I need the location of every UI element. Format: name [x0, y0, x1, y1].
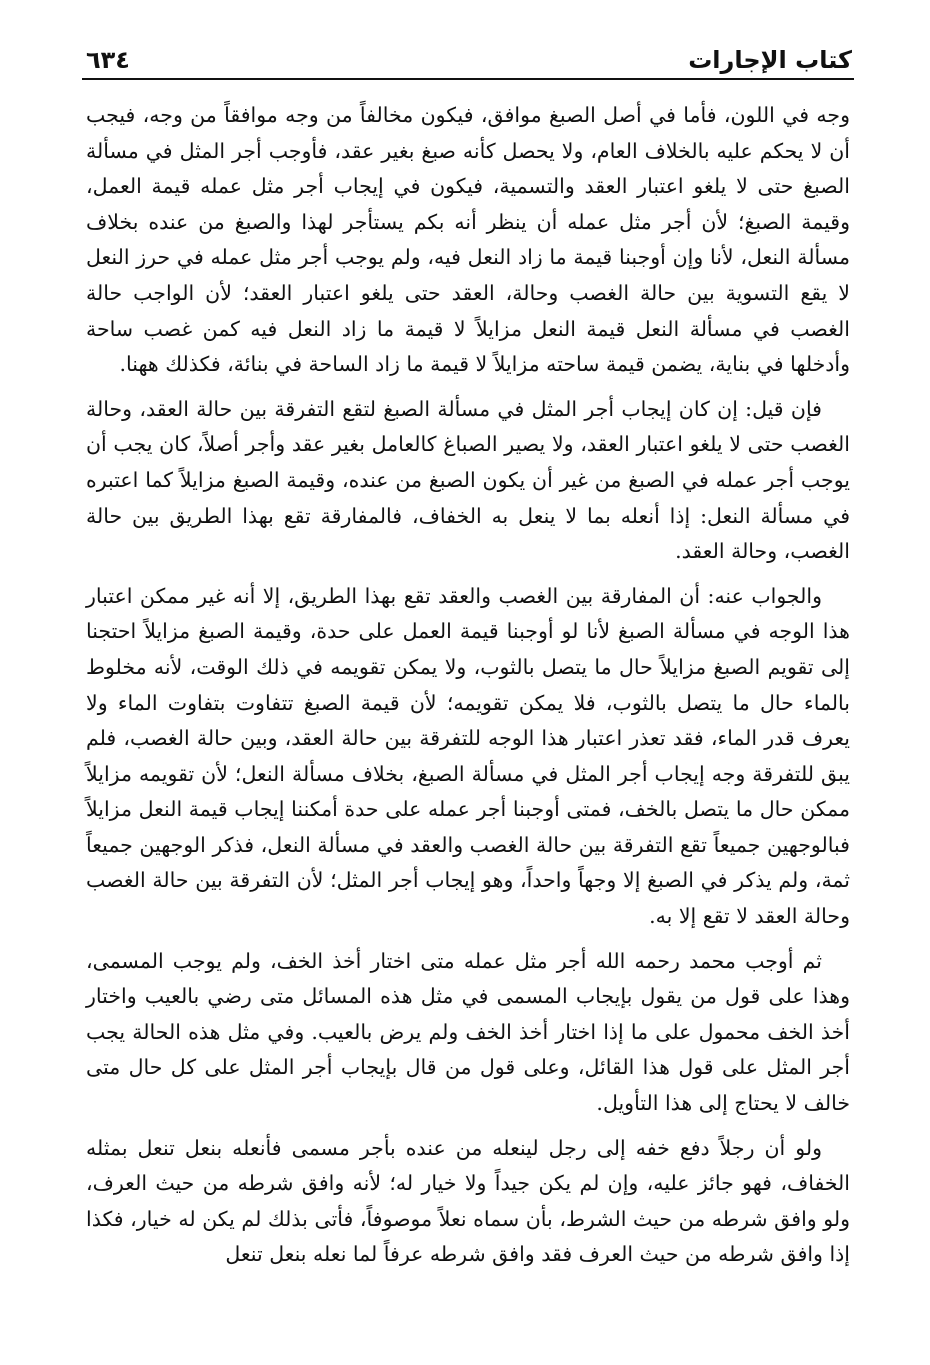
running-header — [86, 32, 852, 72]
book-title: كتاب الإجارات — [688, 46, 852, 74]
page-number: ٦٣٤ — [86, 46, 130, 74]
paragraph: فإن قيل: إن كان إيجاب أجر المثل في مسألة الصبغ لتقع التفرقة بين حالة العقد، وحالة الغصب حتى لا يلغو اعتبار العقد، ولا يصير الصباغ كالعامل بغير عقد وأجر أصلاً، كان يجب أن يوجب أجر عمله في الصبغ من غير أن يكون الصبغ من عنده، وقيمة الصبغ مزايلاً كما اعتبره في مسألة النعل: إذا أنعله بما لا ينعل به الخفاف، فالمفارقة تقع بهذا الطريق بين حالة الغصب، وحالة العقد. — [86, 396, 850, 564]
paragraph: وجه في اللون، فأما في أصل الصبغ موافق، فيكون مخالفاً من وجه موافقاً من وجه، فيجب أن لا يحكم عليه بالخلاف العام، ولا يحصل كأنه صبغ بغير عقد، فأوجب أجر المثل في مسألة الصبغ حتى لا يلغو اعتبار العقد والتسمية، فيكون في إيجاب أجر مثل عمله قيمة العمل، وقيمة الصبغ؛ لأن أجر مثل عمله أن ينظر أنه بكم يستأجر لهذا والصبغ من عنده بخلاف مسألة النعل، لأنا وإن أوجبنا قيمة ما زاد النعل فيه، ولم يوجب أجر مثل عمله في حرز النعل لا يقع التسوية بين حالة الغصب وحالة، العقد حتى يلغو اعتبار العقد؛ لأن الواجب حالة الغصب في مسألة النعل قيمة النعل مزايلاً لا قيمة ما زاد النعل فيه كمن غصب ساحة وأدخلها في بناية، يضمن قيمة ساحته مزايلاً لا قيمة ما زاد الساحة في بنائة، فكذلك ههنا. — [86, 103, 850, 377]
paragraph: والجواب عنه: أن المفارقة بين الغصب والعقد تقع بهذا الطريق، إلا أنه غير ممكن اعتبار هذا الوجه في مسألة الصبغ لأنا لو أوجبنا قيمة العمل على حدة، وقيمة الصبغ مزايلاً احتجنا إلى تقويم الصبغ مزايلاً حال ما يتصل بالثوب، ولا يمكن تقويمه في ذلك الوقت، لأنه مخلوط بالماء حال ما يتصل بالثوب، فلا يمكن تقويمه؛ لأن قيمة الصبغ تتفاوت بتفاوت الماء ولا يعرف قدر الماء، فقد تعذر اعتبار هذا الوجه للتفرقة بين حالة العقد، وبين حالة الغصب، فلم يبق للتفرقة وجه إيجاب أجر المثل في مسألة الصبغ، بخلاف مسألة النعل؛ لأن تقويمه مزايلاً ممكن حال ما يتصل بالخف، فمتى أوجبنا أجر عمله على حدة أمكننا إيجاب قيمة النعل مزايلاً فبالوجهين جميعاً تقع التفرقة بين حالة الغصب والعقد في مسألة النعل، فذكر الوجهين جميعاً ثمة، ولم يذكر في الصبغ إلا وجهاً واحداً، وهو إيجاب أجر المثل؛ لأن التفرقة بين حالة الغصب وحالة العقد لا تقع إلا به. — [86, 583, 850, 929]
paragraph: ثم أوجب محمد رحمه الله أجر مثل عمله متى اختار أخذ الخف، ولم يوجب المسمى، وهذا على قول من يقول بإيجاب المسمى في مثل هذه المسائل متى رضي بالعيب واختار أخذ الخف محمول على ما إذا اختار أخذ الخف ولم يرض بالعيب. وفي مثل هذه الحالة يجب أجر المثل على قول هذا القائل، وعلى قول من قال بإيجاب أجر المثل على كل حال متى خالف لا يحتاج إلى هذا التأويل. — [86, 948, 850, 1116]
paragraph: ولو أن رجلاً دفع خفه إلى رجل لينعله من عنده بأجر مسمى فأنعله بنعل تنعل بمثله الخفاف، فهو جائز عليه، وإن لم يكن جيداً ولا خيار له؛ لأنه وافق شرطه من حيث العرف، ولو وافق شرطه من حيث الشرط، بأن سماه نعلاً موصوفاً، فأتى بذلك لم يكن له خيار، فكذا إذا وافق شرطه من حيث العرف فقد وافق شرطه عرفاً لما نعله بنعل تنعل — [86, 1135, 850, 1267]
page-body — [86, 98, 850, 1282]
header-divider — [82, 78, 854, 80]
